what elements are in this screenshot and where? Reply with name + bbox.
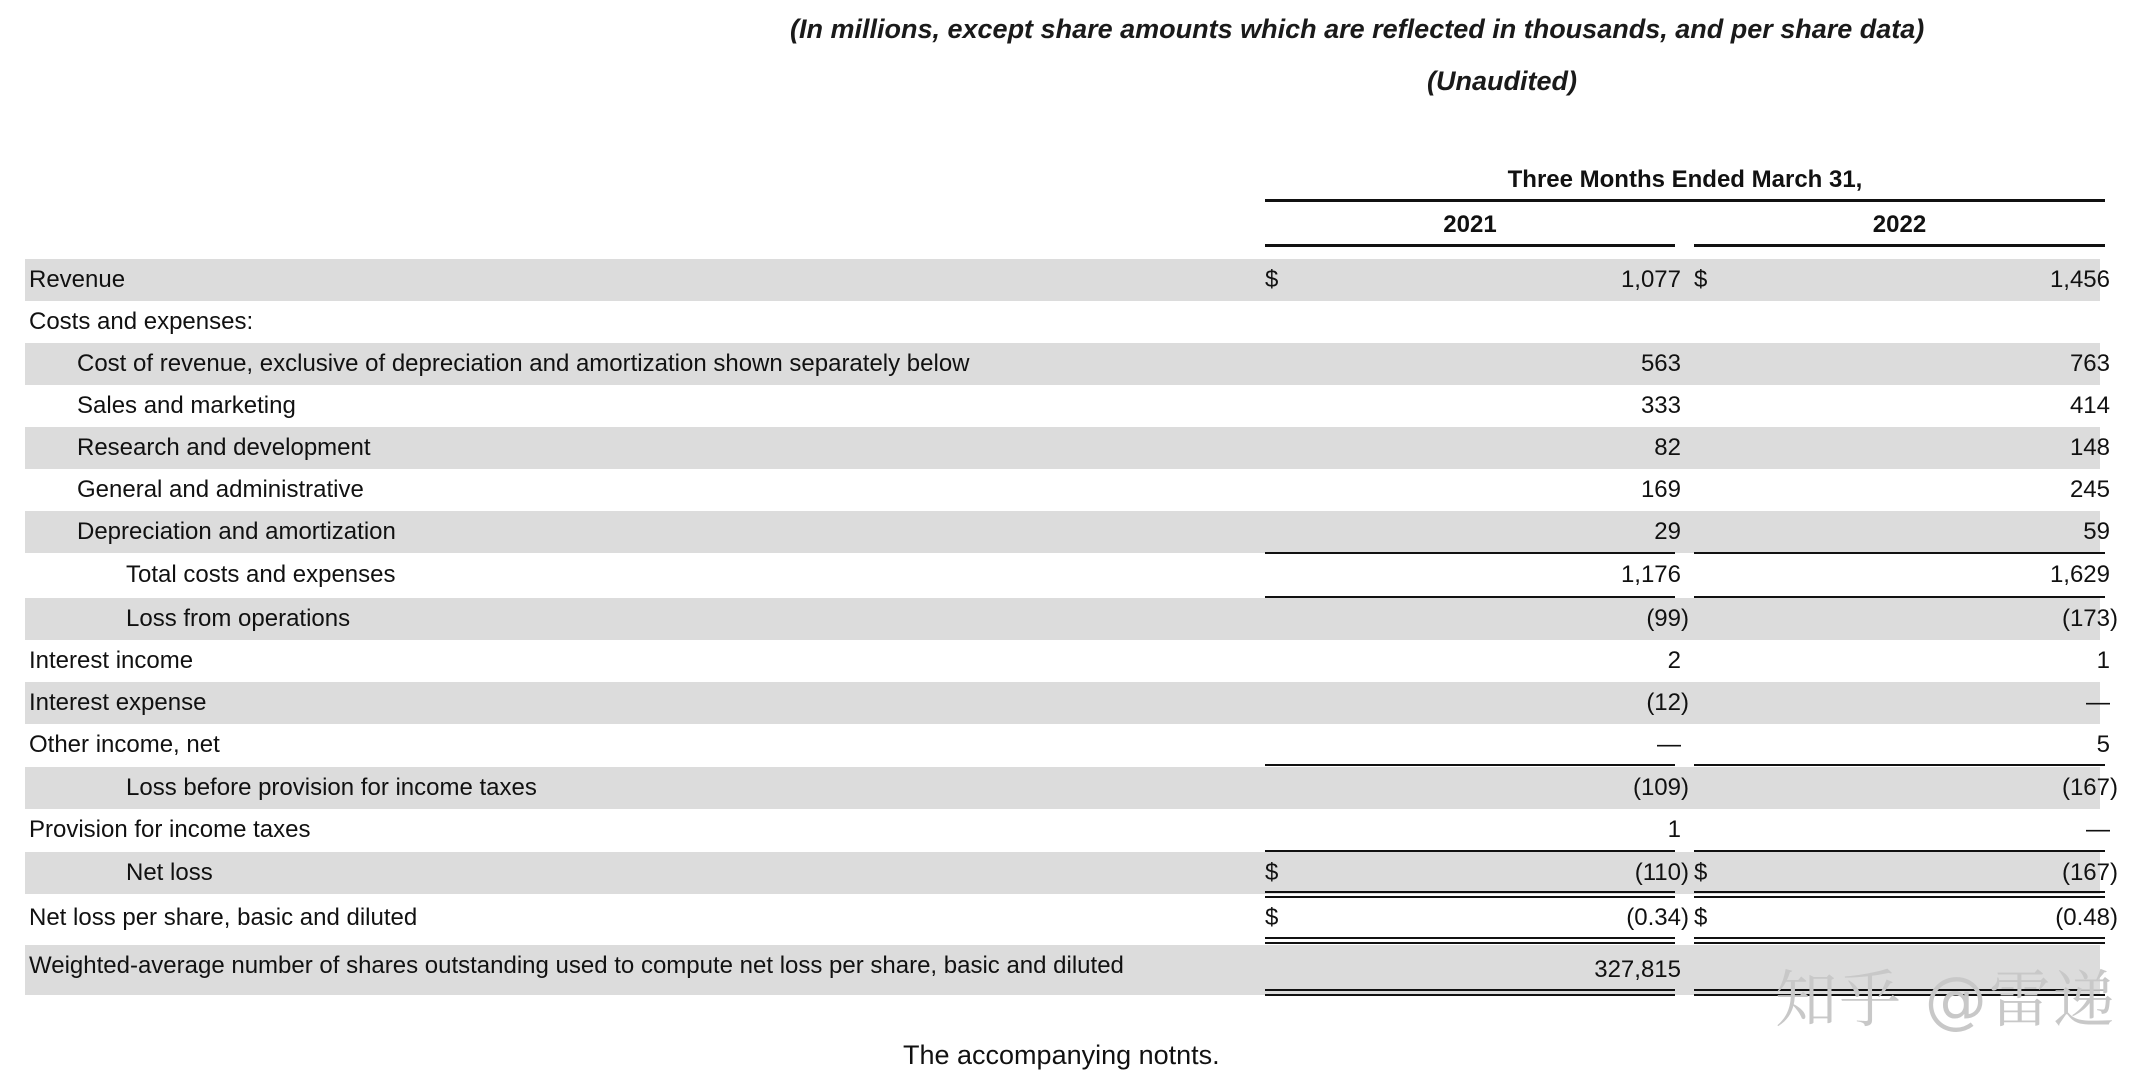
value-2021: (109): [1632, 774, 1689, 801]
row-label: Other income, net: [29, 731, 220, 758]
value-2021: 327,815: [1594, 956, 1681, 983]
footer-note: The accompanying notnts.: [903, 1040, 1220, 1070]
table-row: [25, 897, 2118, 939]
currency-symbol: $: [1694, 904, 1708, 931]
value-2021: 1: [1667, 816, 1681, 843]
row-label: Cost of revenue, exclusive of depreciation and amortization shown separately below: [77, 350, 970, 377]
value-2022: 1,629: [2049, 561, 2110, 588]
period-header: Three Months Ended March 31,: [1507, 166, 1863, 193]
value-2022: (0.48): [2055, 904, 2118, 931]
table-row: [25, 385, 2110, 427]
value-2021: 29: [1654, 518, 1681, 545]
table-row: [25, 852, 2118, 894]
value-2021: (12): [1646, 689, 1689, 716]
value-2022: (173): [2061, 605, 2118, 632]
year-2021-header: 2021: [1443, 211, 1497, 238]
row-label: Research and development: [77, 434, 371, 461]
double-rule-bottom-2021: [1265, 994, 1675, 996]
double-rule-top-2021: [1265, 937, 1675, 939]
table-row: [25, 809, 2110, 851]
table-row: [25, 427, 2110, 469]
table-row: [25, 724, 2110, 766]
value-2021: 169: [1640, 476, 1681, 503]
value-2021: 563: [1640, 350, 1681, 377]
row-label: Provision for income taxes: [29, 816, 311, 843]
table-row: [25, 767, 2118, 809]
row-label: Interest expense: [29, 689, 207, 716]
year-2022-rule: [1694, 244, 2105, 247]
subtotal-rule-2022: [1694, 764, 2105, 766]
value-2022: 414: [2069, 392, 2110, 419]
units-note: (In millions, except share amounts which are reflected in thousands, and per share data): [790, 14, 1925, 44]
table-row: [25, 343, 2110, 385]
row-label: Costs and expenses:: [29, 308, 254, 335]
currency-symbol: $: [1265, 904, 1279, 931]
currency-symbol: $: [1694, 859, 1708, 886]
value-2021: 2: [1667, 647, 1681, 674]
row-label: Net loss per share, basic and diluted: [29, 904, 418, 931]
value-2022: 245: [2069, 476, 2110, 503]
value-2022: —: [2086, 689, 2110, 716]
value-2021: 1,176: [1620, 561, 1681, 588]
year-2022-header: 2022: [1872, 211, 1927, 238]
value-2022: (167): [2061, 859, 2118, 886]
double-rule-top-2022: [1694, 891, 2105, 893]
row-label: Interest income: [29, 647, 194, 674]
table-row: [25, 640, 2110, 682]
value-2022: 1: [2096, 647, 2110, 674]
value-2021: (99): [1646, 605, 1689, 632]
table-row: [25, 259, 2110, 301]
row-label: Sales and marketing: [77, 392, 296, 419]
value-2022: (167): [2061, 774, 2118, 801]
currency-symbol: $: [1694, 266, 1708, 293]
table-row: [25, 511, 2110, 553]
table-row: [25, 554, 2110, 596]
row-label: Net loss: [126, 859, 213, 886]
row-label: Weighted-average number of shares outstanding used to compute net loss per share, basic and diluted: [29, 952, 1124, 979]
value-2022: —: [2086, 816, 2110, 843]
value-2021: 1,077: [1620, 266, 1681, 293]
row-label: Revenue: [29, 266, 126, 293]
table-row: [25, 598, 2118, 640]
value-2022: 59: [2083, 518, 2110, 545]
currency-symbol: $: [1265, 859, 1279, 886]
value-2021: —: [1657, 731, 1681, 758]
value-2022: 5: [2096, 731, 2110, 758]
currency-symbol: $: [1265, 266, 1279, 293]
watermark: 知乎 @雷递: [1775, 963, 2117, 1036]
double-rule-top-2022: [1694, 937, 2105, 939]
subtotal-rule-2021: [1265, 764, 1675, 766]
value-2022: 148: [2069, 434, 2110, 461]
value-2021: 82: [1654, 434, 1681, 461]
double-rule-top-2021: [1265, 891, 1675, 893]
year-2021-rule: [1265, 244, 1675, 247]
value-2021: 333: [1640, 392, 1681, 419]
row-label: Depreciation and amortization: [77, 518, 396, 545]
double-rule-bottom-2022: [1694, 942, 2105, 944]
value-2021: (110): [1634, 859, 1689, 886]
table-row: [25, 682, 2110, 724]
table-row: [25, 301, 2100, 343]
row-label: Loss from operations: [126, 605, 351, 632]
unaudited-note: (Unaudited): [1427, 66, 1577, 96]
value-2021: (0.34): [1626, 904, 1689, 931]
double-rule-top-2021: [1265, 989, 1675, 991]
table-row: [25, 469, 2110, 511]
period-header-rule: [1265, 199, 2105, 202]
row-label: Total costs and expenses: [126, 561, 396, 588]
value-2022: 1,456: [2049, 266, 2110, 293]
row-label: Loss before provision for income taxes: [126, 774, 537, 801]
row-label: General and administrative: [77, 476, 364, 503]
double-rule-bottom-2021: [1265, 942, 1675, 944]
value-2022: 763: [2069, 350, 2110, 377]
